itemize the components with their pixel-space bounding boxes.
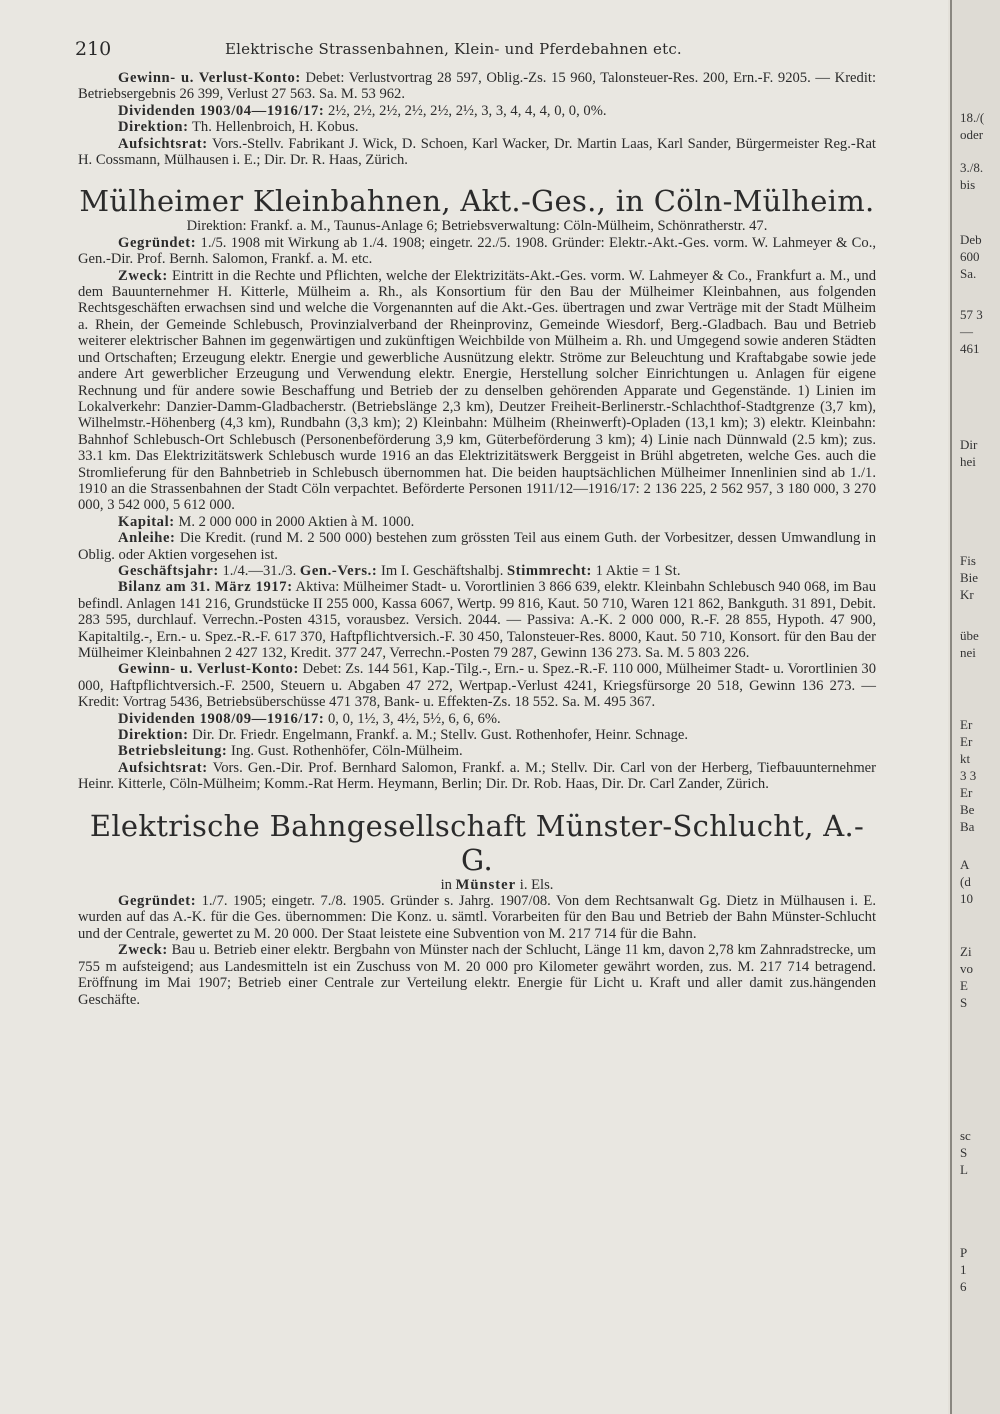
location-city: Münster — [455, 876, 517, 893]
entry-label: Zweck: — [118, 942, 168, 959]
adjacent-page-fragment: 3 3 — [960, 768, 977, 783]
company1-anleihe — [78, 530, 876, 563]
adjacent-page-fragment: Fis — [960, 553, 976, 568]
company1-betriebsleitung — [78, 743, 876, 759]
company1-dividenden — [78, 711, 876, 727]
company1-direktion-line: Direktion: Frankf. a. M., Taunus-Anlage 6; Betriebsverwaltung: Cöln-Mülheim, Schönratherstr. 47. — [186, 218, 768, 235]
entry-text: Vors. Gen.-Dir. Prof. Bernhard Salomon, Frankf. a. M.; Stellv. Dir. Carl von der Herberg, Tiefbauunternehmer Heinr. Kitterle, Cöln-Mülheim; Komm.-Rat Herm. Heymann, Berlin; Dir. Dr. Rob. Haas, Dir. Dr. Carl Zander, Zürich. — [78, 759, 877, 793]
prev-aufsichtsrat — [78, 136, 876, 169]
entry-label: Stimmrecht: — [507, 562, 592, 579]
adjacent-page-fragment: 18./( — [960, 110, 985, 125]
adjacent-page-fragment: L — [960, 1162, 968, 1177]
adjacent-page-fragment: vo — [960, 961, 973, 976]
running-title: Elektrische Strassenbahnen, Klein- und Pferdebahnen etc. — [225, 40, 682, 58]
adjacent-page-fragment: — — [960, 324, 973, 339]
prev-direktion — [78, 119, 876, 135]
entry-text: 0, 0, 1½, 3, 4½, 5½, 6, 6, 6%. — [328, 710, 501, 727]
adjacent-page-fragment: Er — [960, 785, 973, 800]
adjacent-page-fragment: (d — [960, 874, 971, 889]
adjacent-page-fragment: Zi — [960, 944, 972, 959]
adjacent-page-fragment: Kr — [960, 587, 974, 602]
entry-label: Zweck: — [118, 267, 168, 284]
prev-gewinn-verlust — [78, 70, 876, 103]
entry-text: Debet: Zs. 144 561, Kap.-Tilg.-, Ern.- u. Spez.-R.-F. 110 000, Mülheimer Stadt- u. Vorortlinien 30 000, Haftpflichtversich.-F. 2500, Steuern u. Abgaben 47 272, Wertpap.-Verlust 4241, Kriegsfürsorge 20 518, Gewinn 136 273. — Kredit: Vortrag 5436, Betriebsüberschüsse 471 378, Bank- u. Effekten-Zs. 18 552. Sa. M. 495 367. — [78, 661, 876, 711]
adjacent-page-fragment: sc — [960, 1128, 971, 1143]
entry-label: Gen.-Vers.: — [299, 562, 378, 579]
entry-text: Die Kredit. (rund M. 2 500 000) bestehen zum grössten Teil aus einem Guth. der Vorbesitzer, dessen Umwandlung in Oblig. oder Aktien vorgesehen ist. — [78, 530, 876, 563]
adjacent-page-fragment: 6 — [960, 1279, 967, 1294]
adjacent-page-fragment: übe — [960, 628, 979, 643]
adjacent-page-fragment: Ba — [960, 819, 975, 834]
entry-text: Th. Hellenbroich, H. Kobus. — [191, 119, 359, 136]
adjacent-page-fragment: Er — [960, 717, 973, 732]
entry-label: Gewinn- u. Verlust-Konto: — [118, 70, 301, 86]
adjacent-page-fragment: oder — [960, 127, 984, 142]
adjacent-page-fragment: P — [960, 1245, 968, 1260]
page-number: 210 — [75, 38, 112, 60]
entry-text: M. 2 000 000 in 2000 Aktien à M. 1000. — [178, 513, 415, 530]
adjacent-page-fragment: 600 — [960, 249, 980, 264]
adjacent-page-fragment: 461 — [960, 341, 980, 356]
entry-label: Anleihe: — [118, 530, 176, 547]
adjacent-page-fragment: bis — [960, 177, 976, 192]
entry-text: 1./5. 1908 mit Wirkung ab 1./4. 1908; eingetr. 22./5. 1908. Gründer: Elektr.-Akt.-Ges. vorm. W. Lahmeyer & Co., Gen.-Dir. Prof. Bernh. Salomon, Frankf. a. M. etc. — [78, 234, 876, 268]
company2-location — [78, 877, 876, 893]
entry-label: Dividenden 1903/04—1916/17: — [118, 102, 325, 119]
entry-label: Aufsichtsrat: — [118, 759, 208, 776]
adjacent-page-edge — [950, 0, 1000, 1414]
company1-geschaeftsjahr — [78, 563, 876, 579]
company-title-muelheimer: Mülheimer Kleinbahnen, Akt.-Ges., in Cöln-Mülheim. — [79, 184, 875, 219]
adjacent-page-fragment: Er — [960, 734, 973, 749]
adjacent-page-fragment: Bie — [960, 570, 979, 585]
entry-text: 1./7. 1905; eingetr. 7./8. 1905. Gründer s. Jahrg. 1907/08. Von dem Rechtsanwalt Gg. Dietz in Mülhausen i. E. wurden auf das A.-K. für die Ges. übernommen: Die Konz. u. sämtl. Vorarbeiten für den Bau und Betrieb der Bahn Münster-Schlucht und der Centrale, gewertet zu M. 20 000. Der Staat leistete eine Subvention von M. 217 714 für die Bahn. — [78, 893, 876, 942]
adjacent-page-fragment: E — [960, 978, 968, 993]
entry-label: Gegründet: — [118, 893, 197, 910]
entry-label: Aufsichtsrat: — [118, 135, 208, 152]
adjacent-page-fragment: Deb — [960, 232, 982, 247]
adjacent-page-fragment: Sa. — [960, 266, 977, 281]
company1-direktion — [78, 727, 876, 743]
company1-bilanz — [78, 579, 876, 661]
location-suffix: i. Els. — [519, 876, 554, 893]
company1-kapital — [78, 514, 876, 530]
entry-text: Bau u. Betrieb einer elektr. Bergbahn von Münster nach der Schlucht, Länge 11 km, davon 2,78 km Zahnradstrecke, um 755 m aufsteigend; aus Landesmitteln ist ein Zuschuss von M. 20 000 pro Kilometer gewährt worden, zus. M. 217 714 betragend. Eröffnung im Mai 1907; Betrieb einer Centrale zur Verteilung elektr. Energie für Licht u. Kraft und aller damit zus.hängenden Geschäfte. — [78, 942, 876, 1008]
adjacent-page-fragment: Dir — [960, 437, 978, 452]
company2-gegruendet — [78, 893, 876, 942]
entry-label: Direktion: — [118, 727, 189, 744]
entry-label: Bilanz am 31. März 1917: — [118, 579, 293, 596]
company2-zweck — [78, 942, 876, 1008]
company1-zweck — [78, 268, 876, 514]
entry-label: Direktion: — [118, 119, 189, 136]
company-title-muenster-schlucht: Elektrische Bahngesellschaft Münster-Schlucht, A.-G. — [89, 808, 865, 877]
company1-gewinn-verlust — [78, 661, 876, 710]
page-header — [75, 38, 875, 62]
entry-label: Gewinn- u. Verlust-Konto: — [118, 661, 299, 678]
adjacent-page-fragment: 10 — [960, 891, 973, 906]
entry-label: Dividenden 1908/09—1916/17: — [118, 710, 325, 727]
entry-text: Eintritt in die Rechte und Pflichten, welche der Elektrizitäts-Akt.-Ges. vorm. W. Lahmeyer & Co., Frankfurt a. M., und dem Bauunternehmer H. Kitterle, Mülheim a. Rh., als Konsortium für den Bau der Mülheimer Kleinbahnen, aus folgenden Rechtsgeschäften erwachsen sind und welche die Vorgenannten auf die Akt.-Ges. übertragen und zwar Verträge mit der Stadt Mülheim a. Rhein, der Gemeinde Schlebusch, Provinzialverband der Rheinprovinz, Gemeinde Wiesdorf, Berg.-Gladbach. Bau und Betrieb weiterer elektrischer Bahnen im gegenwärtigen und zukünftigen Weichbilde von Mülheim a. Rh. und Umgegend sowie anderen Städten und Ortschaften; Erzeugung elektr. Energie und gewerbliche Ausnützung elektr. Ströme zur Beleuchtung und Kraftabgabe sowie jede andere Art gewerblicher Erzeugung und Verwendung elektr. Energie, Herstellung solcher Einrichtungen u. Anlagen für eigene Rechnung und für andere sowie Beschaffung und Betrieb der zu denselben gehörenden Apparate und Gegenstände. 1) Linien im Lokalverkehr: Danzier-Damm-Gladbacherstr. (Betriebslänge 2,3 km), Deutzer Freiheit-Berlinerstr.-Schlachthof-Stadtgrenze (3,7 km), Wilhelmstr.-Höhenberg (4,3 km), Rundbahn (3,3 km); 2) Kleinbahn: Mülheim (Rheinwerft)-Opladen (13,1 km); 3) elektr. Kleinbahn: Bahnhof Schlebusch-Ort Schlebusch (Personenbeförderung 3,9 km, Güterbeförderung 3 km); 4) Linie nach Dünnwald (2.5 km); zus. 33.1 km. Das Elektrizitätswerk Schlebusch wurde 1916 an das Elektrizitätswerk Berggeist in Brühl abgetreten, welche Ges. auch die Stromlieferung für den Bahnbetrieb in Schlebusch übernommen hat. Die beiden hauptsächlichen Mülheimer Innenlinien sind ab 1./1. 1910 an die Strassenbahnen der Stadt Cöln verpachtet. Beförderte Personen 1911/12—1916/17: 2 136 225, 2 562 957, 3 180 000, 3 270 000, 3 542 000, 5 612 000. — [78, 267, 877, 514]
entry-label: Gegründet: — [118, 234, 197, 251]
company1-aufsichtsrat — [78, 760, 876, 793]
entry-text: 1 Aktie = 1 St. — [595, 562, 681, 579]
entry-text: Dir. Dr. Friedr. Engelmann, Frankf. a. M.; Stellv. Gust. Rothenhofer, Heinr. Schnage. — [192, 727, 689, 744]
company1-gegruendet — [78, 235, 876, 268]
entry-label: Kapital: — [118, 513, 175, 530]
adjacent-page-fragment: S — [960, 995, 968, 1010]
adjacent-page-fragment: kt — [960, 751, 971, 766]
page-content — [78, 70, 876, 1008]
adjacent-page-fragment: hei — [960, 454, 976, 469]
adjacent-page-fragment: 57 3 — [960, 307, 983, 322]
adjacent-page-fragment: nei — [960, 645, 976, 660]
entry-text: 2½, 2½, 2½, 2½, 2½, 2½, 3, 3, 4, 4, 4, 0, 0, 0%. — [328, 102, 607, 119]
adjacent-page-fragment: S — [960, 1145, 968, 1160]
entry-text: Ing. Gust. Rothenhöfer, Cöln-Mülheim. — [230, 743, 463, 760]
adjacent-page-fragment: 1 — [960, 1262, 967, 1277]
location-prefix: in — [440, 876, 452, 893]
entry-label: Geschäftsjahr: — [118, 562, 219, 579]
entry-text: Im I. Geschäftshalbj. — [380, 562, 504, 579]
entry-text: Debet: Verlustvortrag 28 597, Oblig.-Zs. 15 960, Talonsteuer-Res. 200, Ern.-F. 9205. — Kredit: Betriebsergebnis 26 399, Verlust 27 563. Sa. M. 53 962. — [78, 70, 876, 103]
adjacent-page-fragment: A — [960, 857, 970, 872]
adjacent-page-fragment: Be — [960, 802, 975, 817]
entry-text: 1./4.—31./3. — [222, 562, 297, 579]
entry-label: Betriebsleitung: — [118, 743, 228, 760]
entry-text: Vors.-Stellv. Fabrikant J. Wick, D. Schoen, Karl Wacker, Dr. Martin Laas, Karl Sander, Bürgermeister Reg.-Rat H. Cossmann, Mülhausen i. E.; Dir. Dr. R. Haas, Zürich. — [78, 135, 876, 169]
adjacent-page-fragment: 3./8. — [960, 160, 984, 175]
entry-text: Aktiva: Mülheimer Stadt- u. Vorortlinien 3 866 639, elektr. Kleinbahn Schlebusch 940 068, im Bau befindl. Anlagen 141 216, Grundstücke II 255 000, Kassa 6067, Wertp. 99 816, Kaut. 50 710, Waren 121 862, Bankguth. 31 891, Debit. 283 595, durchlauf. Verrechn.-Posten 4315, vorausbez. Versich. 2044. — Passiva: A.-K. 2 000 000, R.-F. 28 855, Hypoth. 47 900, Kapitaltilg.-, Ern.- u. Spez.-R.-F. 617 370, Haftpflichtversich.-F. 30 450, Talonsteuer-Res. 8000, Kaut. 50 710, Konsort. für den Bau der Mülheimer Kleinbahnen 2 427 132, Kredit. 377 247, Verrechn.-Posten 79 287, Gewinn 136 273. Sa. M. 5 803 226. — [78, 579, 876, 661]
prev-dividenden — [78, 103, 876, 119]
